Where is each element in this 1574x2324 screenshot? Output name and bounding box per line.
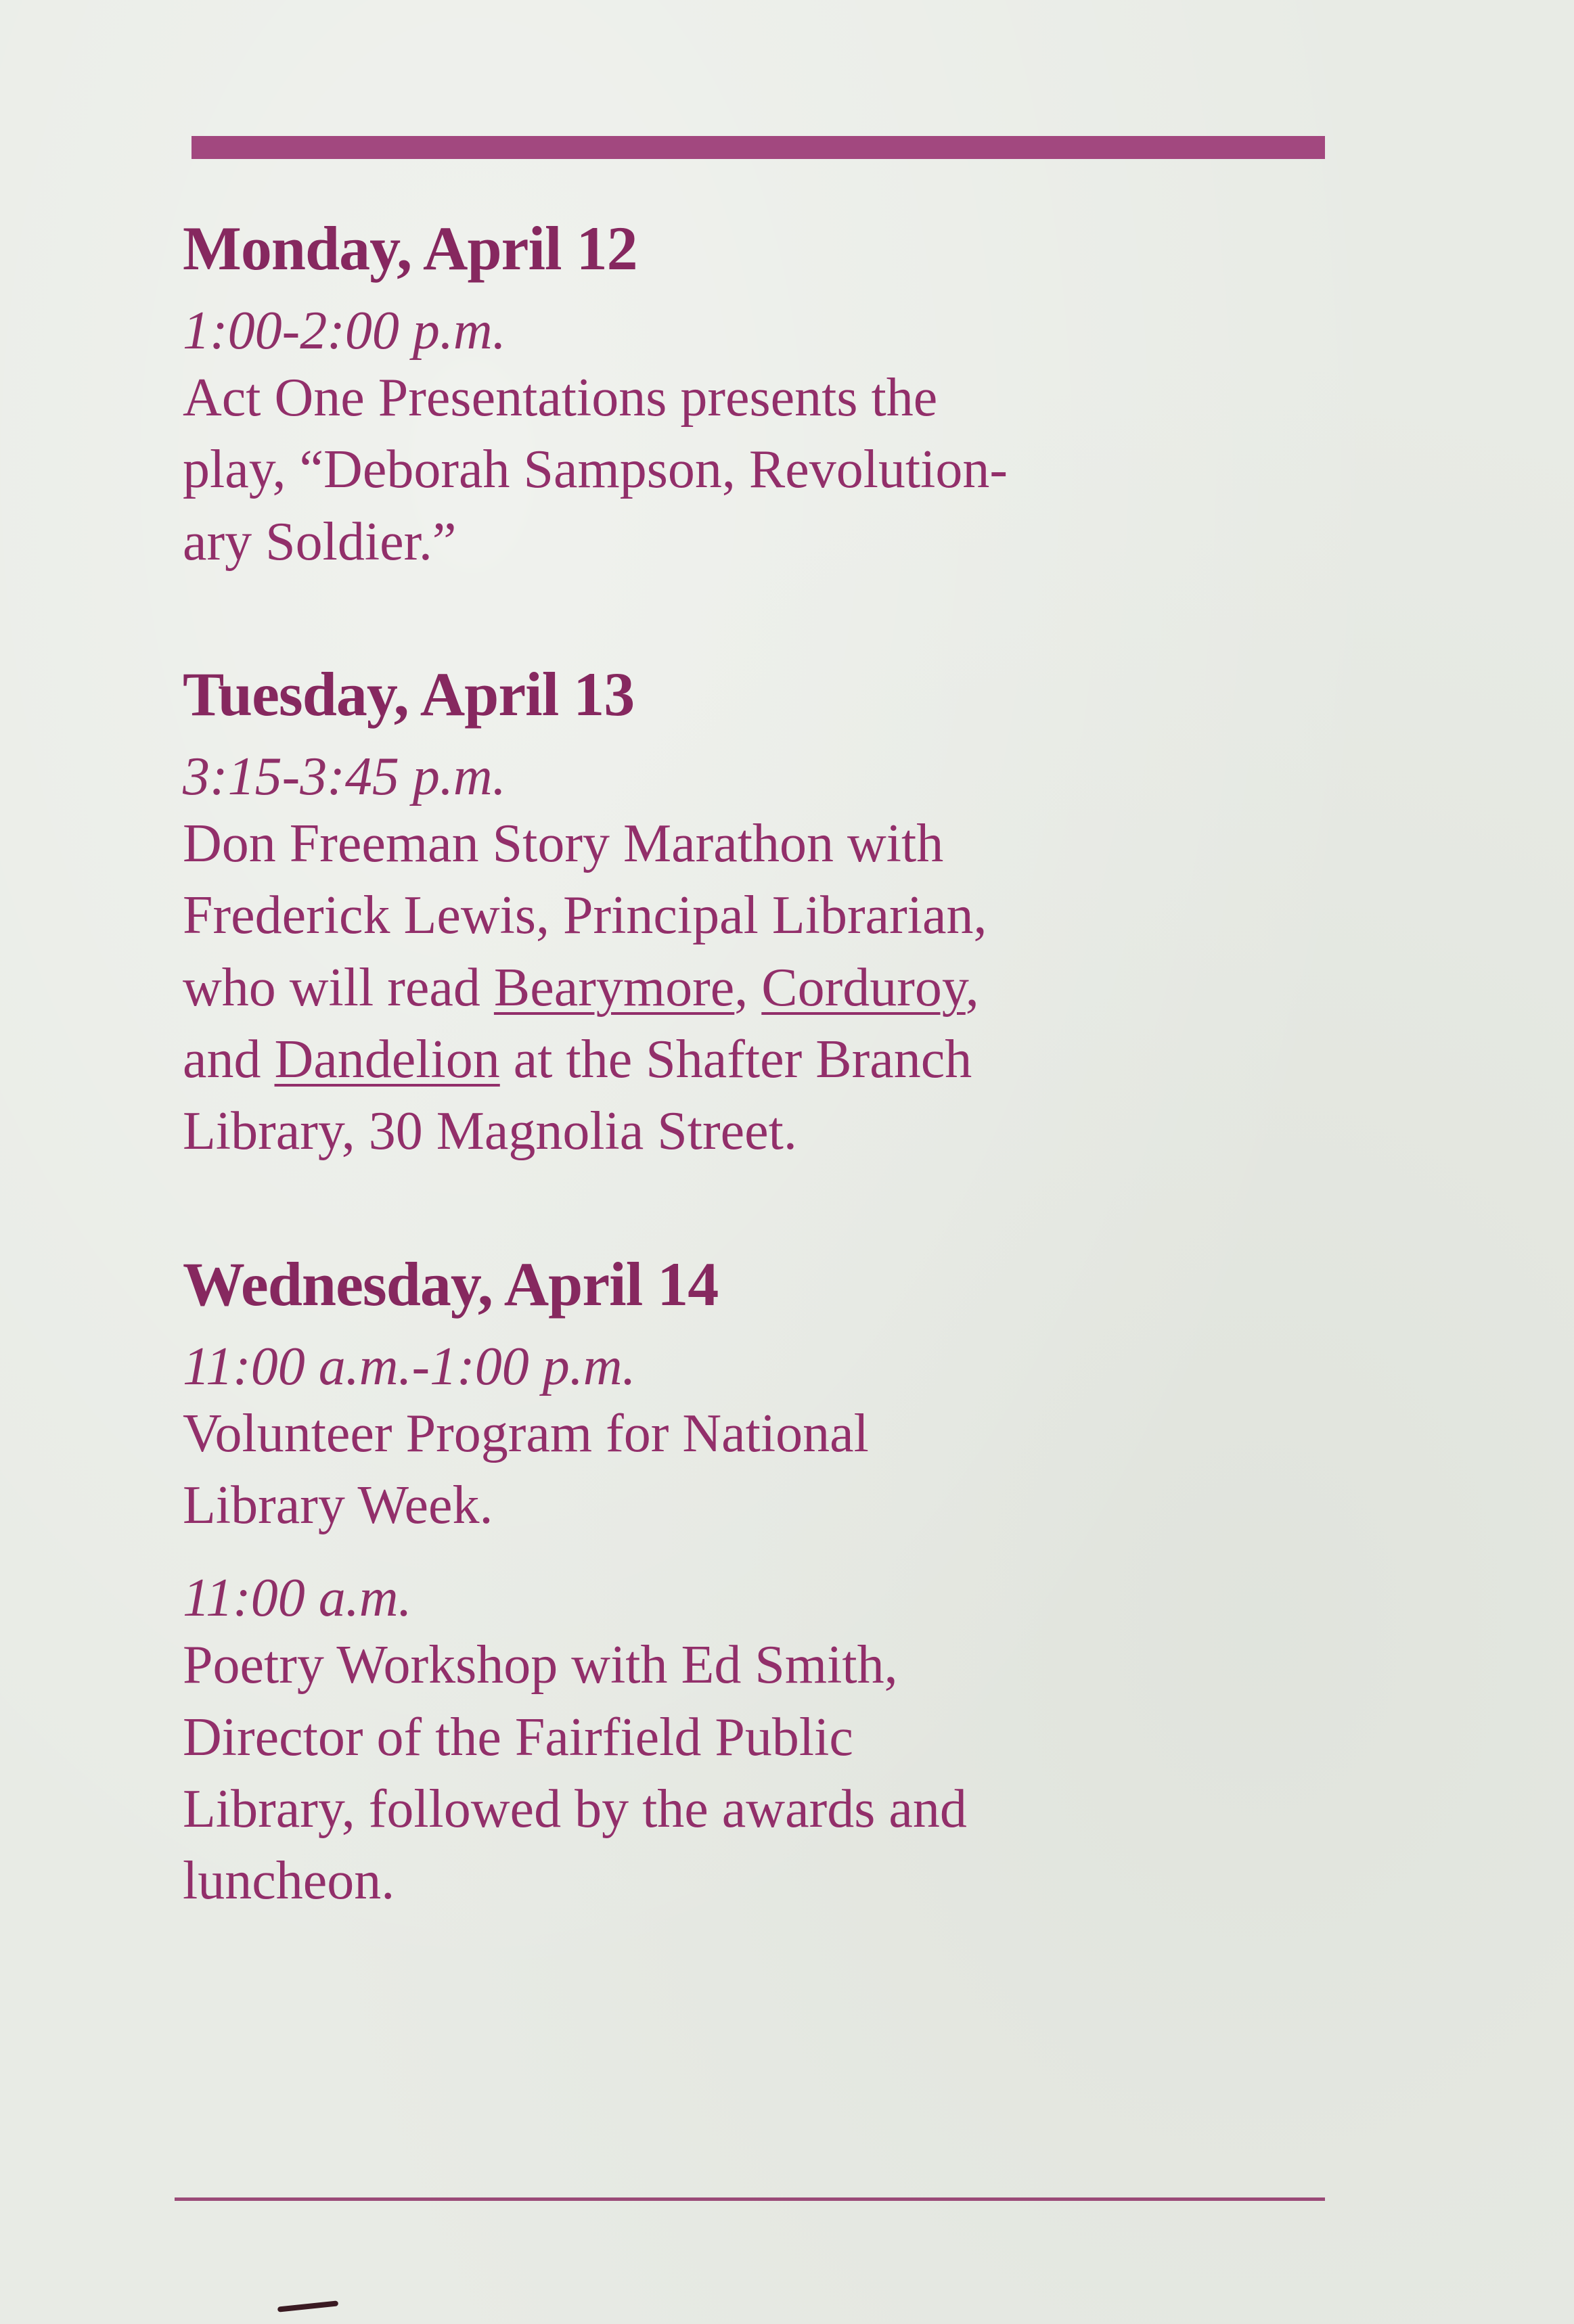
day-monday <box>183 213 1347 578</box>
event-description <box>183 808 1347 1168</box>
description-line: Library, followed by the awards and <box>183 1779 967 1840</box>
description-line: ary Soldier.” <box>183 511 457 572</box>
event-time: 3:15-3:45 p.m. <box>183 746 506 806</box>
description-line: Poetry Workshop with Ed Smith, <box>183 1635 898 1695</box>
event <box>183 746 1347 1168</box>
day-heading: Monday, April 12 <box>183 214 637 283</box>
description-line: Frederick Lewis, Principal Librarian, <box>183 886 987 946</box>
day-heading: Tuesday, April 13 <box>183 659 635 729</box>
event-description <box>183 1398 1347 1542</box>
description-text: , <box>734 957 762 1018</box>
bottom-divider-line <box>175 2197 1325 2201</box>
event-spacer <box>183 1541 1347 1567</box>
description-line: play, “Deborah Sampson, Revolution- <box>183 440 1008 500</box>
event <box>183 1567 1347 1917</box>
event-time: 11:00 a.m. <box>183 1568 412 1628</box>
day-tuesday <box>183 659 1347 1168</box>
description-line: Library, 30 Magnolia Street. <box>183 1101 797 1162</box>
day-wednesday <box>183 1249 1347 1917</box>
event-time: 1:00-2:00 p.m. <box>183 300 506 361</box>
event-time: 11:00 a.m.-1:00 p.m. <box>183 1336 636 1396</box>
event <box>183 300 1347 578</box>
event <box>183 1336 1347 1542</box>
description-text: at the Shafter Branch <box>499 1029 972 1089</box>
description-line: Act One Presentations presents the <box>183 367 938 428</box>
description-text: and <box>183 1029 275 1089</box>
description-text: who will read <box>183 957 494 1018</box>
schedule <box>183 213 1347 1917</box>
top-divider-bar <box>192 136 1325 159</box>
description-line: Volunteer Program for National <box>183 1403 869 1463</box>
event-description <box>183 1629 1347 1917</box>
book-title-bearymore: Bearymore <box>493 957 735 1018</box>
description-line: Director of the Fairfield Public <box>183 1707 853 1767</box>
book-title-dandelion: Dandelion <box>274 1029 500 1089</box>
description-line: luncheon. <box>183 1851 395 1911</box>
day-heading: Wednesday, April 14 <box>183 1249 719 1319</box>
description-line: Library Week. <box>183 1475 493 1535</box>
ink-mark <box>277 2300 338 2312</box>
description-line: Don Freeman Story Marathon with <box>183 813 944 873</box>
description-text: , <box>965 957 979 1018</box>
event-description <box>183 362 1347 578</box>
book-title-corduroy: Corduroy <box>761 957 966 1018</box>
